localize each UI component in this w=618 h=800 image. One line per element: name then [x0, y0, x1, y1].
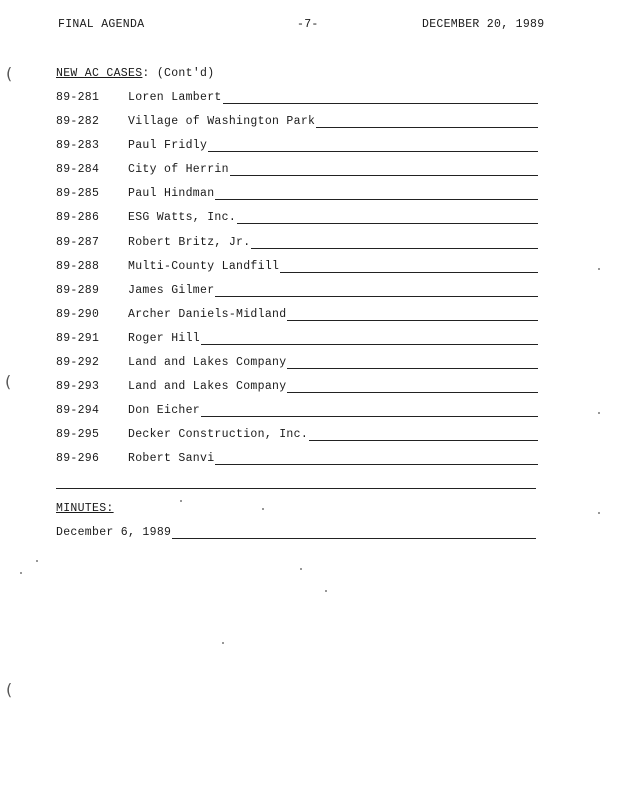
- case-fill-line: [287, 308, 538, 321]
- case-number: 89-294: [56, 404, 100, 418]
- case-fill-line: [208, 139, 538, 152]
- case-number: 89-286: [56, 211, 100, 225]
- case-row: [56, 284, 538, 308]
- case-fill-line: [201, 332, 538, 345]
- case-number: 89-282: [56, 115, 100, 129]
- case-fill-line: [280, 260, 538, 273]
- case-number: 89-284: [56, 163, 100, 177]
- punch-hole-mark: (: [6, 64, 13, 83]
- punch-hole-mark: (: [6, 680, 13, 699]
- case-number: 89-293: [56, 380, 100, 394]
- case-list: [56, 91, 538, 477]
- case-number: 89-290: [56, 307, 100, 321]
- case-row: [56, 211, 538, 235]
- case-party-name: City of Herrin: [128, 163, 229, 177]
- case-row: [56, 380, 538, 404]
- case-row: [56, 260, 538, 284]
- scan-speck: [300, 568, 302, 570]
- case-row: [56, 236, 538, 260]
- scan-speck: [598, 512, 600, 514]
- scan-speck: [180, 500, 182, 502]
- case-party-name: Archer Daniels-Midland: [128, 307, 287, 321]
- case-number: 89-281: [56, 91, 100, 104]
- case-party-name: James Gilmer: [128, 283, 215, 297]
- case-party-name: Paul Fridly: [128, 139, 208, 153]
- case-fill-line: [309, 428, 538, 441]
- case-party-name: Paul Hindman: [128, 187, 215, 201]
- scan-speck: [222, 642, 224, 644]
- case-party-name: Decker Construction, Inc.: [128, 428, 309, 442]
- case-row: [56, 163, 538, 187]
- case-fill-line: [316, 115, 538, 128]
- case-row: [56, 404, 538, 428]
- case-party-name: Don Eicher: [128, 404, 201, 418]
- case-row: [56, 452, 538, 476]
- header-date: DECEMBER 20, 1989: [422, 18, 545, 31]
- case-number: 89-292: [56, 356, 100, 370]
- case-number: 89-296: [56, 452, 100, 466]
- new-ac-cases-heading-text: NEW AC CASES: [56, 67, 143, 80]
- scan-speck: [325, 590, 327, 592]
- section-divider: [56, 488, 536, 489]
- case-row: [56, 428, 538, 452]
- minutes-heading: MINUTES:: [56, 502, 114, 515]
- case-number: 89-285: [56, 187, 100, 201]
- case-row: [56, 139, 538, 163]
- minutes-date: December 6, 1989: [56, 526, 172, 539]
- case-number: 89-288: [56, 259, 100, 273]
- new-ac-cases-heading: [56, 67, 214, 80]
- case-fill-line: [251, 236, 538, 249]
- scan-speck: [20, 572, 22, 574]
- scan-speck: [36, 560, 38, 562]
- case-party-name: Loren Lambert: [128, 91, 222, 104]
- case-number: 89-289: [56, 283, 100, 297]
- scan-speck: [598, 412, 600, 414]
- case-row: [56, 308, 538, 332]
- case-fill-line: [237, 211, 538, 224]
- scan-speck: [598, 268, 600, 270]
- case-row: [56, 356, 538, 380]
- case-number: 89-291: [56, 331, 100, 345]
- case-fill-line: [201, 404, 538, 417]
- punch-hole-mark: (: [5, 372, 12, 391]
- minutes-fill-line: [172, 526, 536, 539]
- minutes-entry: [56, 526, 536, 539]
- scan-speck: [262, 508, 264, 510]
- case-fill-line: [287, 380, 538, 393]
- case-fill-line: [230, 163, 538, 176]
- case-fill-line: [215, 284, 538, 297]
- case-fill-line: [287, 356, 538, 369]
- case-row: [56, 115, 538, 139]
- case-number: 89-287: [56, 235, 100, 249]
- case-fill-line: [215, 187, 538, 200]
- case-number: 89-295: [56, 428, 100, 442]
- case-party-name: Land and Lakes Company: [128, 380, 287, 394]
- new-ac-cases-heading-suffix: : (Cont'd): [142, 67, 215, 80]
- page-number: -7-: [297, 18, 319, 31]
- case-number: 89-283: [56, 139, 100, 153]
- case-row: [56, 187, 538, 211]
- case-fill-line: [223, 91, 538, 104]
- case-party-name: Robert Britz, Jr.: [128, 235, 251, 249]
- case-party-name: ESG Watts, Inc.: [128, 211, 237, 225]
- case-party-name: Multi-County Landfill: [128, 259, 280, 273]
- case-row: [56, 91, 538, 115]
- case-party-name: Roger Hill: [128, 331, 201, 345]
- case-party-name: Land and Lakes Company: [128, 356, 287, 370]
- case-fill-line: [215, 452, 538, 465]
- header-title: FINAL AGENDA: [58, 18, 145, 31]
- case-party-name: Village of Washington Park: [128, 115, 316, 129]
- case-party-name: Robert Sanvi: [128, 452, 215, 466]
- case-row: [56, 332, 538, 356]
